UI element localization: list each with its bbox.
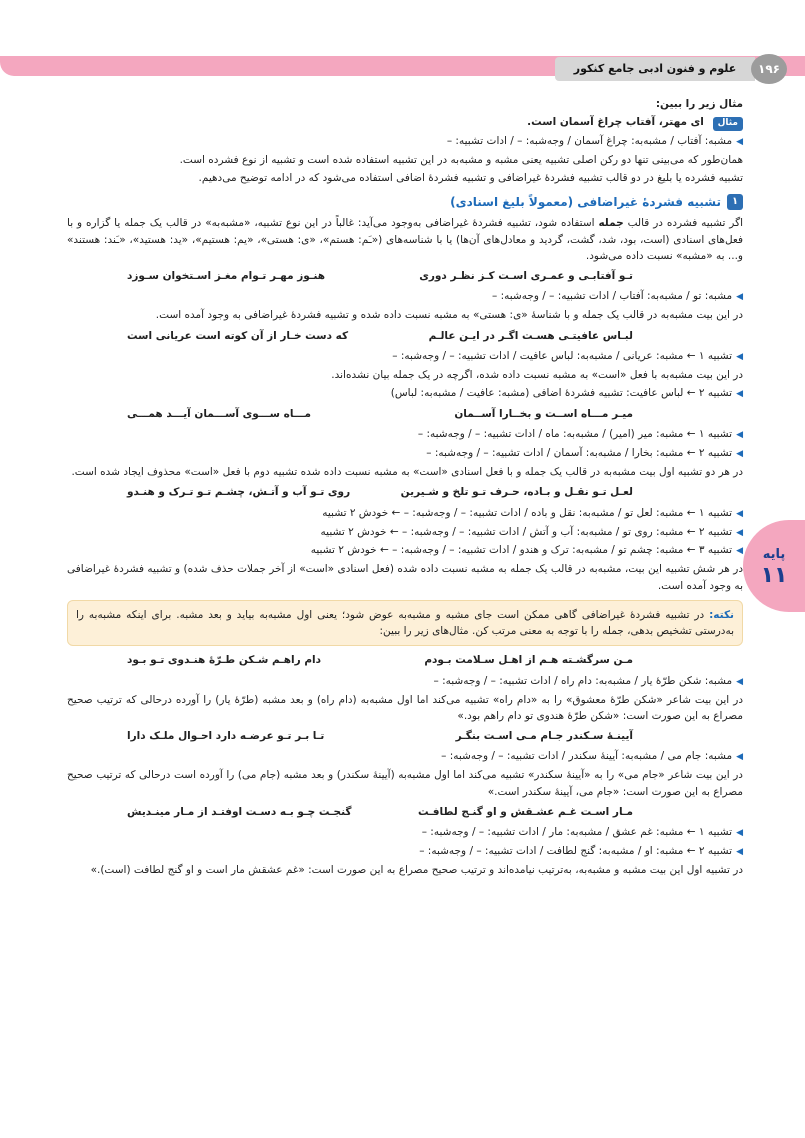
hemistich: مـار اسـت غـم عشـقش و او گنـج لطافـت xyxy=(417,805,633,818)
analysis-line xyxy=(67,348,743,365)
note-title: نکته: xyxy=(709,608,734,621)
bullet-icon: ◀ xyxy=(736,546,743,557)
paragraph: در این بیت شاعر «شکن طرّهٔ معشوق» را به «دام راه» تشبیه می‌کند اما اول مشبه‌به (دام راه) و بعد مشبه (طرّهٔ یار) را آورده درحالی که ترتیب صحیح مصراع به این صورت است: «شکن طرّهٔ هندوی تو دام راهم بود.» xyxy=(67,693,743,722)
analysis-text: تشبیه ۱ ← مشبه: غم عشق / مشبه‌به: مار / ادات تشبیه: – / وجه‌شبه: – xyxy=(421,826,733,839)
paragraph: در هر دو تشبیه اول بیت مشبه‌به در قالب یک جمله و با فعل اسنادی «است» به مشبه نسبت داده شده تشبیه دوم با فعل «است» محذوف ایجاد شده است. xyxy=(71,466,743,479)
analysis-text: تشبیه ۱ ← مشبه: عریانی / مشبه‌به: لباس عافیت / ادات تشبیه: – / وجه‌شبه: – xyxy=(392,349,733,362)
hemistich: مـــاه ســـوی آســـمان آیـــد همـــی xyxy=(127,407,312,420)
grade-tab-label: پایه xyxy=(762,546,786,562)
analysis-line xyxy=(67,824,743,841)
analysis-line xyxy=(67,445,743,462)
bullet-icon: ◀ xyxy=(736,389,743,399)
paragraph: همان‌طور که می‌بینی تنها دو رکن اصلی تشبیه یعنی مشبه و مشبه‌به در این تشبیه استفاده شده است و تشبیه از نوع فشرده است. xyxy=(179,154,743,167)
analysis-line xyxy=(67,385,743,402)
analysis-text: مشبه: جام می / مشبه‌به: آیینهٔ سکندر / ادات تشبیه: – / وجه‌شبه: – xyxy=(441,750,733,763)
hemistich: آیینـهٔ سـکندر جـام مـی اسـت بنگـر xyxy=(455,730,633,743)
page-number: ۱۹۶ xyxy=(751,54,787,84)
analysis-line xyxy=(67,542,743,559)
bullet-icon: ◀ xyxy=(736,828,743,839)
book-title: علوم و فنون ادبی جامع کنکور xyxy=(555,57,755,81)
bullet-icon: ◀ xyxy=(736,449,743,460)
bullet-icon: ◀ xyxy=(736,752,743,763)
example-line xyxy=(67,114,743,131)
note-box xyxy=(67,600,743,647)
section-heading xyxy=(67,193,743,212)
analysis-line xyxy=(67,524,743,541)
analysis-line xyxy=(67,748,743,765)
para-text: استفاده شود، تشبیه فشردهٔ غیراضافی به‌وجود می‌آید: غالباً در این نوع تشبیه، «مشبه‌به» در قالب یک جمله یا گزاره و با فعل‌های اسنادی (است، بود، شد، گشت، گردید و معادل‌های آن‌ها) یا با شناسه‌های («ـَم: هستم»، «ی: هستی»، «یم: هستیم»، «ید: هستید»، «ـَند: هستند» و... به «مشبه» نسبت داده می‌شود. xyxy=(67,217,743,262)
bullet-icon: ◀ xyxy=(736,847,743,858)
page-content xyxy=(67,96,743,880)
analysis-text: تشبیه ۲ ← مشبه: بخارا / مشبه‌به: آسمان / ادات تشبیه: – / وجه‌شبه: – xyxy=(426,447,733,460)
para-text: اگر تشبیه فشرده در قالب xyxy=(623,217,743,230)
bullet-icon: ◀ xyxy=(736,430,743,441)
grade-tab xyxy=(743,520,805,612)
paragraph xyxy=(67,215,743,264)
analysis-line xyxy=(67,426,743,443)
analysis-text: مشبه: شکن طرّهٔ یار / مشبه‌به: دام راه / ادات تشبیه: – / وجه‌شبه: – xyxy=(433,674,733,687)
analysis-text: تشبیه ۱ ← مشبه: لعل تو / مشبه‌به: نقل و باده / ادات تشبیه: – / وجه‌شبه: – ← خودش ۲ تشبیه xyxy=(322,506,733,519)
verse xyxy=(67,328,743,344)
hemistich: لعـل تـو نقـل و بـاده، حـرف تـو تلخ و شـیرین xyxy=(400,486,633,499)
analysis-text: مشبه: آفتاب / مشبه‌به: چراغ آسمان / وجه‌شبه: – / ادات تشبیه: – xyxy=(446,135,733,148)
paragraph: تشبیه فشرده یا بلیغ در دو قالب تشبیه فشردهٔ غیراضافی و تشبیه فشردهٔ اضافی استفاده می‌شود که در ادامه توضیح می‌دهیم. xyxy=(198,172,743,185)
hemistich: تـا بـر تـو عرضـه دارد احـوال ملـک دارا xyxy=(127,730,325,743)
example-text: ای مهتر، آفتاب چراغ آسمان است. xyxy=(527,116,704,129)
analysis-line xyxy=(67,843,743,860)
paragraph: در هر شش تشبیه این بیت، مشبه‌به در قالب یک جمله به مشبه نسبت داده شده (فعل اسنادی «است» از آخر جملات حذف شده) و تشبیه فشردهٔ غیراضافی به وجود آمده است. xyxy=(67,563,743,592)
paragraph: در این بیت مشبه‌به با فعل «است» به مشبه نسبت داده شده، اگرچه در یک جمله بیان نشده‌اند. xyxy=(331,368,743,381)
example-label: مثال xyxy=(713,117,743,131)
section-title: تشبیه فشردهٔ غیراضافی (معمولاً بلیغ اسنادی) xyxy=(450,194,721,209)
verse xyxy=(67,406,743,422)
verse xyxy=(67,728,743,744)
hemistich: روی تـو آب و آتـش، چشـم تـو تـرک و هنـدو xyxy=(127,486,351,499)
intro-text: مثال زیر را ببین: xyxy=(655,98,743,110)
analysis-line xyxy=(67,133,743,150)
hemistich: هنـوز مهـر تـوام مغـز اسـتخوان سـوزد xyxy=(127,270,326,283)
verse xyxy=(67,652,743,668)
section-number: ۱ xyxy=(727,194,743,210)
analysis-line xyxy=(67,288,743,305)
bullet-icon: ◀ xyxy=(736,351,743,362)
verse xyxy=(67,484,743,500)
analysis-text: تشبیه ۲ ← لباس عافیت: تشبیه فشردهٔ اضافی (مشبه: عافیت / مشبه‌به: لباس) xyxy=(390,387,733,399)
grade-tab-number: ۱۱ xyxy=(760,563,788,589)
bullet-icon: ◀ xyxy=(736,676,743,687)
hemistich: لبـاس عافیتـی هسـت اگـر در ایـن عالـم xyxy=(428,329,633,342)
bullet-icon: ◀ xyxy=(736,137,743,148)
analysis-line xyxy=(67,505,743,522)
paragraph: در این بیت شاعر «جام می» را به «آیینهٔ سکندر» تشبیه می‌کند اما اول مشبه‌به (آیینهٔ سکندر) و بعد مشبه (جام می) را آورده است درحالی که ترتیب صحیح مصراع به این صورت است: «جام می، آیینهٔ سکندر است.» xyxy=(67,769,743,798)
hemistich: گنجـت چـو بـه دسـت اوفتـد از مـار مینـدیش xyxy=(127,805,352,818)
hemistich: تـو آفتابـی و عمـری اسـت کـز نظـر دوری xyxy=(419,270,633,283)
note-text: در تشبیه فشردهٔ غیراضافی گاهی ممکن است جای مشبه و مشبه‌به عوض شود؛ یعنی اول مشبه‌به بیاید و بعد مشبه. برای اینکه مشبه‌به را به‌درستی تشخیص بدهی، جمله را با توجه به معنی مرتب کن. مثال‌های زیر را ببین: xyxy=(76,608,734,638)
hemistich: که دست خـار از آن کوته است عریانی است xyxy=(127,329,349,342)
analysis-text: تشبیه ۱ ← مشبه: میر (امیر) / مشبه‌به: ماه / ادات تشبیه: – / وجه‌شبه: – xyxy=(417,428,733,441)
analysis-text: تشبیه ۳ ← مشبه: چشم تو / مشبه‌به: ترک و هندو / ادات تشبیه: – / وجه‌شبه: – ← خودش ۲ تشبیه xyxy=(310,544,733,557)
bullet-icon: ◀ xyxy=(736,508,743,519)
hemistich: دام راهـم شـکن طـرّهٔ هنـدوی تـو بـود xyxy=(127,654,322,667)
analysis-text: مشبه: تو / مشبه‌به: آفتاب / ادات تشبیه: – / وجه‌شبه: – xyxy=(491,290,733,303)
paragraph: در تشبیه اول این بیت مشبه و مشبه‌به، به‌ترتیب نیامده‌اند و ترتیب صحیح مصراع به این صورت است: «غم عشقش مار است و او گنج لطافت (است).» xyxy=(90,864,743,877)
analysis-text: تشبیه ۲ ← مشبه: روی تو / مشبه‌به: آب و آتش / ادات تشبیه: – / وجه‌شبه: – ← خودش ۲ تشبیه xyxy=(320,525,733,538)
hemistich: میـر مـــاه اســت و بخــارا آســمان xyxy=(454,407,633,420)
para-bold: جمله xyxy=(598,217,624,230)
verse xyxy=(67,804,743,820)
bullet-icon: ◀ xyxy=(736,527,743,538)
paragraph: در این بیت مشبه‌به در قالب یک جمله و با شناسهٔ «ی: هستی» به مشبه نسبت داده شده و تشبیه فشردهٔ غیراضافی به وجود آمده است. xyxy=(155,309,743,322)
analysis-line xyxy=(67,673,743,690)
verse xyxy=(67,268,743,284)
bullet-icon: ◀ xyxy=(736,292,743,303)
analysis-text: تشبیه ۲ ← مشبه: او / مشبه‌به: گنج لطافت / ادات تشبیه: – / وجه‌شبه: – xyxy=(419,845,733,858)
hemistich: مـن سرگشـته هـم از اهـل سـلامت بـودم xyxy=(424,654,633,667)
